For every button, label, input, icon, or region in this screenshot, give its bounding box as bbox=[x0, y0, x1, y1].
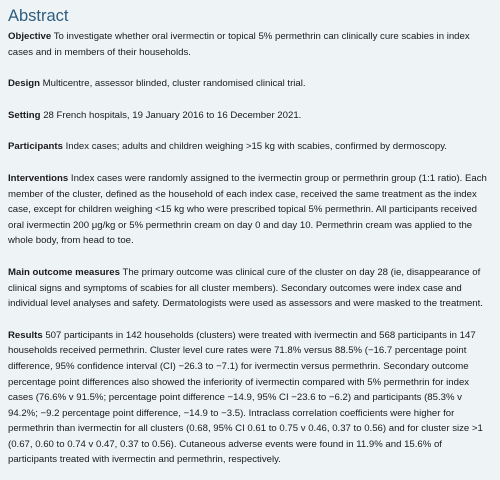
interventions-label: Interventions bbox=[8, 172, 69, 184]
objective-label: Objective bbox=[8, 31, 52, 42]
results-text: 507 participants in 142 households (clusters) were treated with ivermectin and 568 participants in 147 households received permethrin. Cluster level cure rates were 71.8% versus 88.5% (−16.7 percentage point difference, 95% confidence interval (CI) −26.3 to −7.1) for ivermectin versus permethrin. Secondary outcome percentage point differences also showed the inferiority of ivermectin compared with 5% permethrin for index cases (76.6% v 91.5%; percentage point difference −14.9, 95% CI −23.6 to −6.2) and participants (85.3% v 94.2%; −9.2 percentage point difference, −14.9 to −3.5). Intraclass correlation coefficients were higher for permethrin than ivermectin for all clusters (0.68, 95% CI 0.61 to 0.75 v 0.46, 0.37 to 0.56) and for cluster size >1 (0.67, 0.60 to 0.74 v 0.47, 0.37 to 0.56). Cutaneous adverse events were found in 11.9% and 15.6% of participants treated with ivermectin and permethrin, respectively. bbox=[8, 329, 483, 466]
participants-text: Index cases; adults and children weighing >15 kg with scabies, confirmed by dermoscopy. bbox=[65, 141, 447, 153]
setting-label: Setting bbox=[8, 109, 41, 121]
results-label: Results bbox=[8, 329, 43, 341]
objective-paragraph bbox=[8, 29, 492, 60]
main-outcome-label: Main outcome measures bbox=[8, 266, 120, 278]
design-text: Multicentre, assessor blinded, cluster randomised clinical trial. bbox=[42, 78, 306, 90]
objective-text: To investigate whether oral ivermectin or topical 5% permethrin can clinically cure scabies in index cases and in members of their households. bbox=[8, 31, 470, 58]
participants-label: Participants bbox=[8, 141, 63, 153]
results-paragraph bbox=[8, 328, 492, 468]
main-outcome-paragraph bbox=[8, 265, 492, 312]
design-paragraph bbox=[8, 76, 492, 92]
abstract-heading: Abstract bbox=[8, 7, 69, 25]
interventions-paragraph bbox=[8, 171, 492, 249]
design-label: Design bbox=[8, 78, 40, 90]
interventions-text: Index cases were randomly assigned to the ivermectin group or permethrin group (1:1 ratio). Each member of the cluster, defined as the household of each index case, received the same treatment as the index case, except for children weighing <15 kg who were prescribed topical 5% permethrin. All participants received oral ivermectin 200 μg/kg or 5% permethrin cream on day 0 and day 10. Permethrin cream was applied to the whole body, from head to toe. bbox=[8, 172, 487, 247]
setting-text: 28 French hospitals, 19 January 2016 to 16 December 2021. bbox=[43, 109, 302, 121]
main-outcome-text: The primary outcome was clinical cure of the cluster on day 28 (ie, disappearance of clinical signs and symptoms of scabies for all cluster members). Secondary outcomes were index case and individual level analyses and safety. Dermatologists were used as assessors and were masked to the treatment. bbox=[8, 266, 483, 310]
participants-paragraph bbox=[8, 139, 492, 155]
setting-paragraph bbox=[8, 108, 492, 124]
